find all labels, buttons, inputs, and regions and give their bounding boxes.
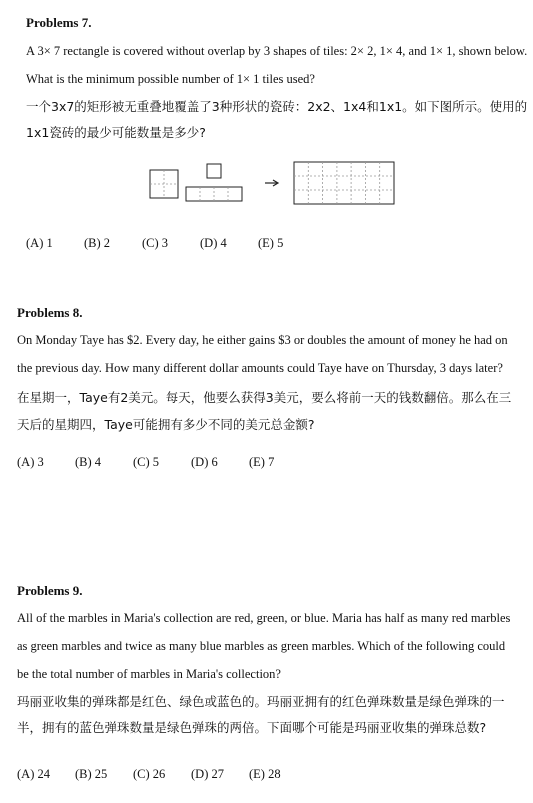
problem-9-text-en-3: be the total number of marbles in Maria's collection?	[17, 667, 281, 681]
problem-9-text-zh-2: 半，拥有的蓝色弹珠数量是绿色弹珠的两倍。下面哪个可能是玛丽亚收集的弹珠总数?	[17, 720, 487, 735]
choice-a[interactable]: (A) 3	[17, 455, 44, 469]
choice-b[interactable]: (B) 4	[75, 455, 102, 469]
choice-d[interactable]: (D) 4	[200, 236, 227, 250]
problem-8-text-en-2: the previous day. How many different dollar amounts could Taye have on Thursday, 3 days later?	[17, 361, 503, 375]
problem-9-text-zh-1: 玛丽亚收集的弹珠都是红色、绿色或蓝色的。玛丽亚拥有的红色弹珠数量是绿色弹珠的一	[17, 694, 505, 709]
choice-c[interactable]: (C) 26	[133, 767, 166, 781]
choice-e[interactable]: (E) 28	[249, 767, 281, 781]
choice-b[interactable]: (B) 25	[75, 767, 108, 781]
choice-c[interactable]: (C) 5	[133, 455, 160, 469]
problem-8-text-zh-2: 天后的星期四，Taye可能拥有多少不同的美元总金额?	[17, 417, 315, 432]
problem-7-text-zh-1: 一个3x7的矩形被无重叠地覆盖了3种形状的瓷砖：2x2、1x4和1x1。如下图所示。使用的	[26, 99, 528, 114]
choice-a[interactable]: (A) 24	[17, 767, 50, 781]
choice-c[interactable]: (C) 3	[142, 236, 169, 250]
choice-d[interactable]: (D) 27	[191, 767, 224, 781]
problem-8-title: Problems 8.	[17, 305, 83, 320]
problem-7-text-en-2: What is the minimum possible number of 1× 1 tiles used?	[26, 72, 315, 86]
problem-7-title: Problems 7.	[26, 15, 92, 30]
problem-7-text-zh-2: 1x1瓷砖的最少可能数量是多少?	[26, 125, 206, 140]
tile-1x4	[186, 187, 242, 201]
problem-7-text-en-1: A 3× 7 rectangle is covered without overlap by 3 shapes of tiles: 2× 2, 1× 4, and 1× 1, shown below.	[26, 44, 528, 58]
problem-9-text-en-1: All of the marbles in Maria's collection are red, green, or blue. Maria has half as many red marbles	[17, 611, 511, 625]
tile-2x2	[150, 170, 178, 198]
problem-9-text-en-2: as green marbles and twice as many blue marbles as green marbles. Which of the following could	[17, 639, 506, 653]
tile-1x1	[207, 164, 221, 178]
choice-e[interactable]: (E) 5	[258, 236, 284, 250]
problem-8-text-en-1: On Monday Taye has $2. Every day, he either gains $3 or doubles the amount of money he had on	[17, 333, 508, 347]
rectangle-3x7	[294, 162, 394, 204]
choice-d[interactable]: (D) 6	[191, 455, 218, 469]
problem-9-title: Problems 9.	[17, 583, 83, 598]
problem-7-choices	[26, 236, 316, 251]
arrow-icon	[265, 180, 278, 186]
problem-8-choices	[17, 455, 307, 470]
problem-8-text-zh-1: 在星期一，Taye有2美元。每天，他要么获得3美元，要么将前一天的钱数翻倍。那么在三	[17, 390, 512, 405]
choice-b[interactable]: (B) 2	[84, 236, 111, 250]
choice-e[interactable]: (E) 7	[249, 455, 275, 469]
choice-a[interactable]: (A) 1	[26, 236, 53, 250]
problem-9-choices	[17, 767, 307, 782]
